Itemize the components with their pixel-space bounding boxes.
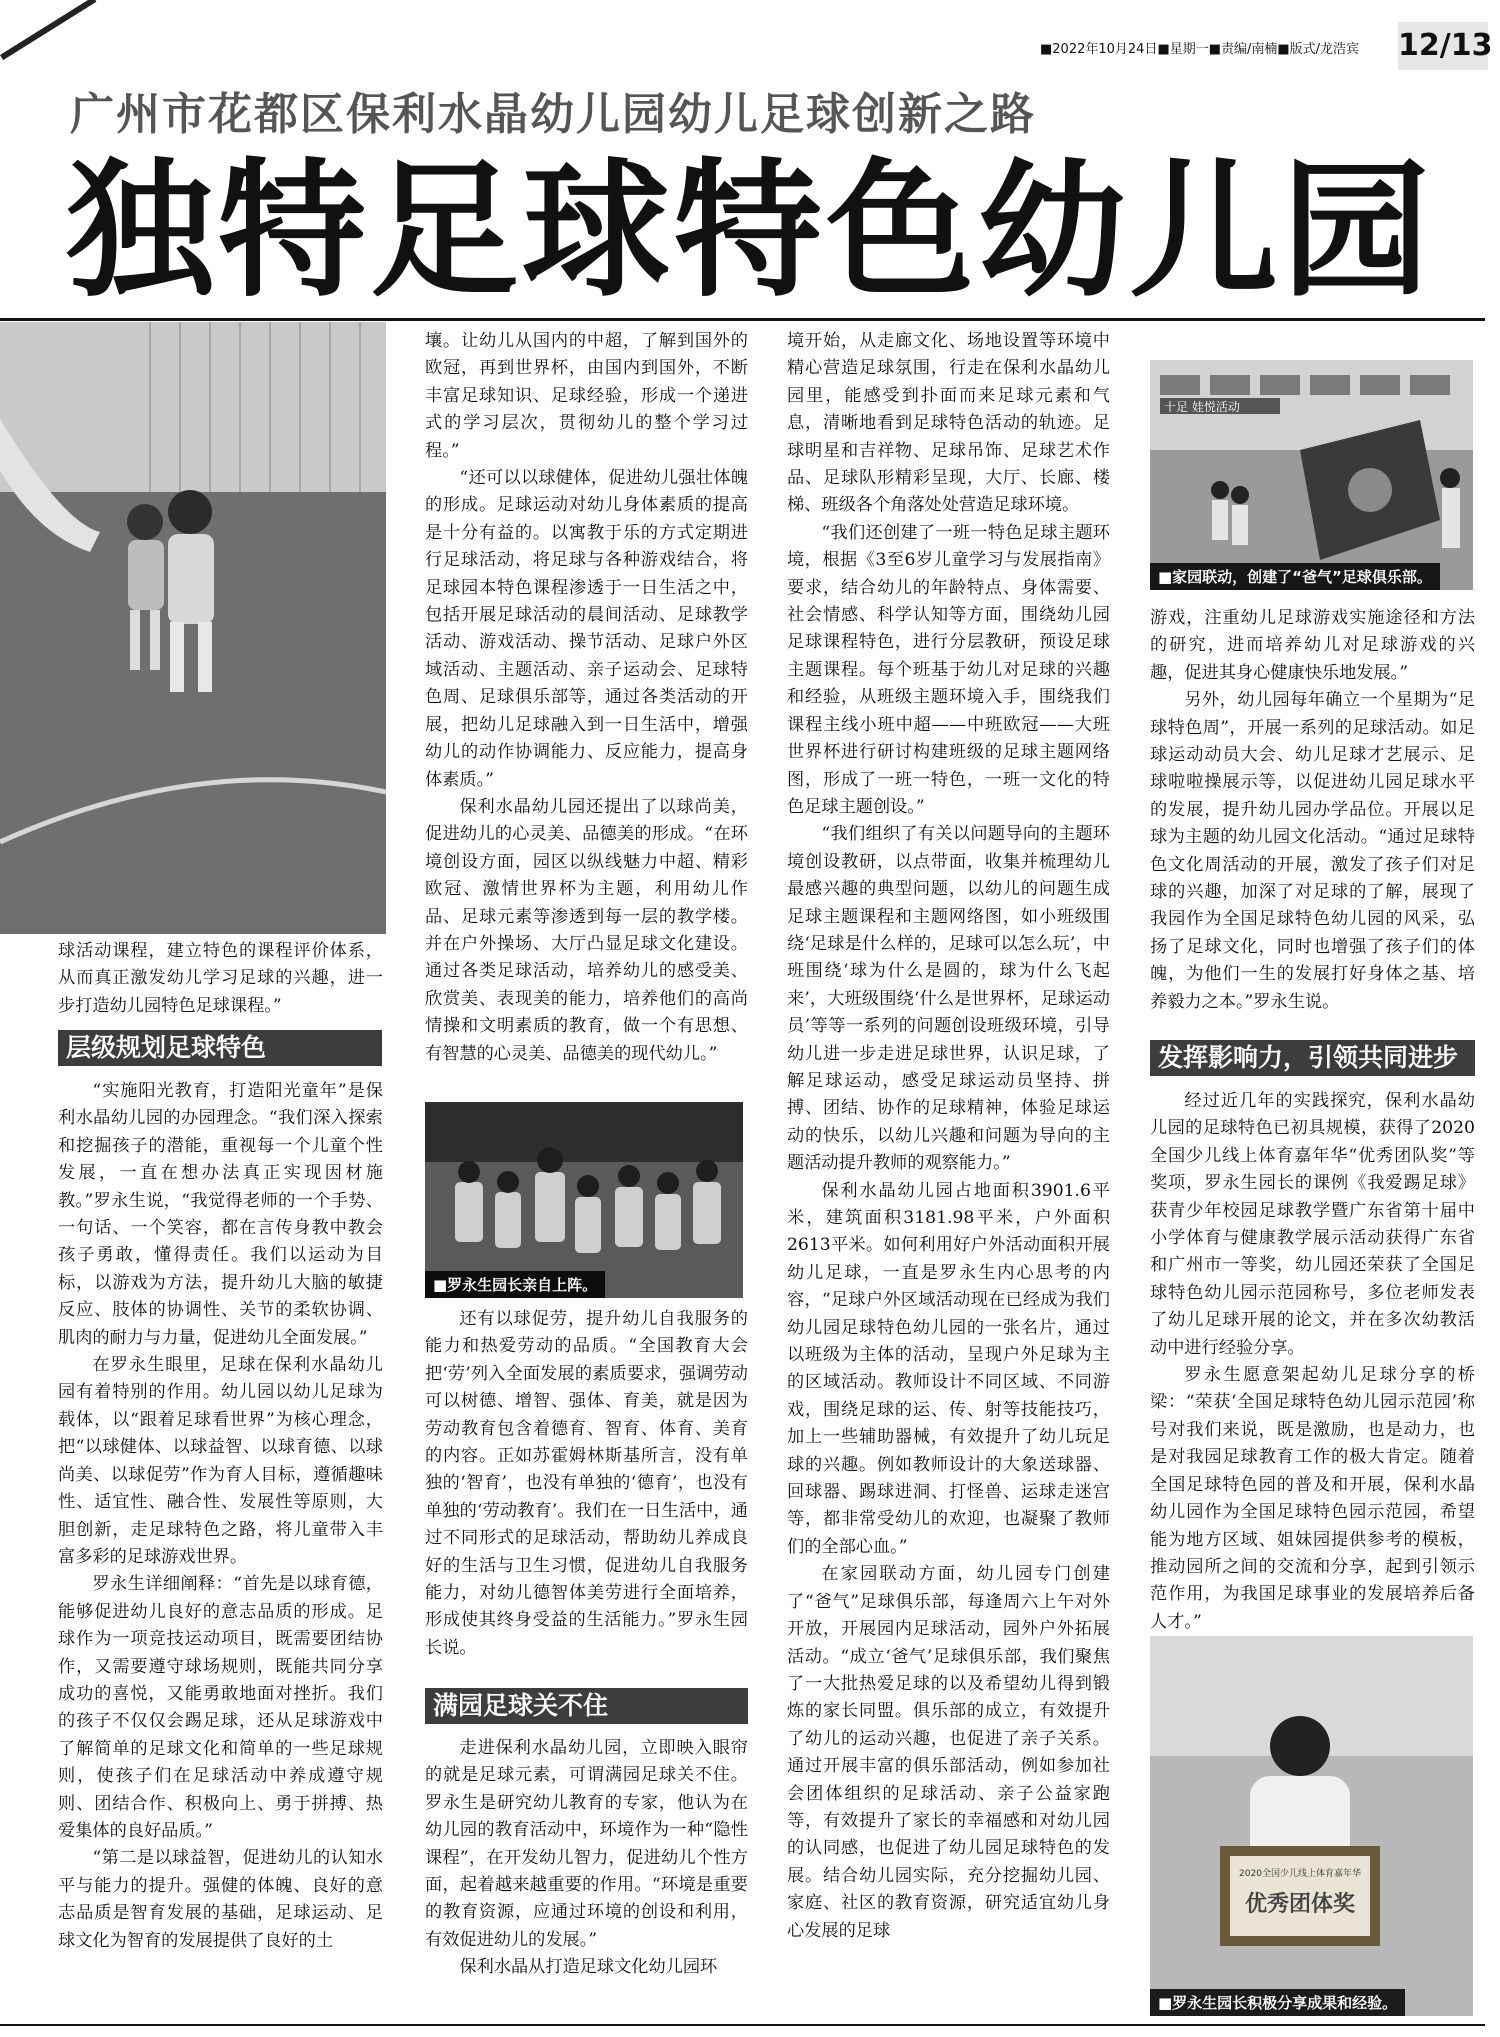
- column-4-body: [1150, 1088, 1475, 1636]
- col1-paragraph-4: “第二是以球益智，促进幼儿的认知水平与能力的提升。强健的体魄、良好的意志品质是智育发展的基础，足球运动、足球文化为智育的发展提供了良好的土: [58, 1848, 383, 1951]
- photo-principal-playing: [425, 1102, 743, 1298]
- col1-paragraph-3: 罗永生详细阐释：“首先是以球育德，能够促进幼儿良好的意志品质的形成。足球作为一项竞技运动项目，既需要团结协作，又需要遵守球场规则，既能共同分享成功的喜悦，又能勇敢地面对挫折。我们的孩子不仅仅会踢足球，还从足球游戏中了解简单的足球文化和简单的一些足球规则，使孩子们在足球活动中养成遵守规则、团结合作、积极向上、勇于拼搏、热爱集体的良好品质。”: [58, 1574, 383, 1841]
- award-board-title: 优秀团体奖: [1244, 1891, 1356, 1917]
- col1-paragraph-2: 在罗永生眼里，足球在保利水晶幼儿园有着特别的作用。幼儿园以幼儿足球为载体，以“跟着足球看世界”为核心理念，把“以球健体、以球益智、以球育德、以球尚美、以球促劳”作为育人目标，遵循趣味性、适宜性、融合性、发展性等原则，大胆创新，走足球特色之路，将儿童带入丰富多彩的足球游戏世界。: [58, 1355, 383, 1567]
- caption-award: ■罗永生园长积极分享成果和经验。: [1150, 1989, 1405, 2016]
- col4-paragraph-1: 游戏，注重幼儿足球游戏实施途径和方法的研究，进而培养幼儿对足球游戏的兴趣，促进其身心健康快乐地发展。”: [1150, 608, 1475, 683]
- section-heading-2: 满园足球关不住: [425, 1688, 748, 1724]
- caption-club-flag: ■家园联动，创建了“爸气”足球俱乐部。: [1150, 563, 1440, 590]
- bottom-rule: [0, 2024, 1485, 2026]
- col4-paragraph-4: 罗永生愿意架起幼儿足球分享的桥梁：“荣获‘全国足球特色幼儿园示范园’称号对我们来说，既是激励，也是动力，也是对我园足球教育工作的极大肯定。随着全国足球特色园的普及和开展，保利水晶幼儿园作为全国足球特色园示范园，希望能为地方区域、姐妹园提供参考的模板，推动园所之间的交流和分享，起到引领示范作用，为我国足球事业的发展培养后备人才。”: [1150, 1365, 1475, 1632]
- col2-paragraph-4: 还有以球促劳，提升幼儿自我服务的能力和热爱劳动的品质。“全国教育大会把‘劳’列入全面发展的素质要求，强调劳动可以树德、增智、强体、育美，就是因为劳动教育包含着德育、智育、体育、美育的内容。正如苏霍姆林斯基所言，没有单独的‘智育’，也没有单独的‘德育’，也没有单独的‘劳动教育’。我们在一日生活中，通过不同形式的足球活动，帮助幼儿养成良好的生活与卫生习惯，促进幼儿自我服务能力，对幼儿德智体美劳进行全面培养，形成使其终身受益的生活能力。”罗永生园长说。: [425, 1309, 748, 1658]
- col2-paragraph-3: 保利水晶幼儿园还提出了以球尚美，促进幼儿的心灵美、品德美的形成。“在环境创设方面，园区以纵线魅力中超、精彩欧冠、激情世界杯为主题，利用幼儿作品、足球元素等渗透到每一层的教学楼。并在户外操场、大厅凸显足球文化建设。通过各类足球活动，培养幼儿的感受美、欣赏美、表现美的能力，培养他们的高尚情操和文明素质的教育，做一个有思想、有智慧的心灵美、品德美的现代幼儿。”: [425, 796, 748, 1064]
- col3-paragraph-2: “我们还创建了一班一特色足球主题环境，根据《3至6岁儿童学习与发展指南》要求，结合幼儿的年龄特点、身体需要、社会情感、科学认知等方面，围绕幼儿园足球课程特色，进行分层教研，预设足球主题课程。每个班基于幼儿对足球的兴趣和经验，从班级主题环境入手，围绕我们课程主线小班中超——中班欧冠——大班世界杯进行研讨构建班级的足球主题网络图，形成了一班一特色，一班一文化的特色足球主题创设。”: [787, 522, 1110, 817]
- column-4: [1150, 605, 1475, 1016]
- col3-paragraph-1: 境开始，从走廊文化、场地设置等环境中精心营造足球氛围，行走在保利水晶幼儿园里，能感受到扑面而来足球元素和气息，清晰地看到足球特色活动的轨迹。足球明星和吉祥物、足球吊饰、足球艺术作品、足球队形精彩呈现，大厅、长廊、楼梯、班级各个角落处处营造足球环境。: [787, 331, 1110, 516]
- column-3: [787, 328, 1110, 1945]
- headline-title: 独特足球特色幼儿园: [66, 143, 1434, 317]
- col4-paragraph-3: 经过近几年的实践探究，保利水晶幼儿园的足球特色已初具规模，获得了2020全国少儿线上体育嘉年华“优秀团队奖”等奖项，罗永生园长的课例《我爱踢足球》获青少年校园足球教学暨广东省第十届中小学体育与健康教学展示活动获得广东省和广州市一等奖，幼儿园还荣获了全国足球特色幼儿园示范园称号，多位老师发表了幼儿足球开展的论文，并在多次幼教活动中进行经验分享。: [1150, 1091, 1475, 1358]
- col1-paragraph-0: 球活动课程，建立特色的课程评价体系，从而真正激发幼儿学习足球的兴趣，进一步打造幼儿园特色足球课程。”: [58, 941, 383, 1016]
- decorative-slash: [0, 0, 96, 60]
- column-1-body: [58, 1078, 383, 1955]
- section-heading-3: 发挥影响力，引领共同进步: [1150, 1040, 1475, 1076]
- banner-text: 十足 娃悦活动: [1164, 400, 1240, 414]
- photo-award: [1150, 1636, 1473, 2016]
- headline-subtitle: 广州市花都区保利水晶幼儿园幼儿足球创新之路: [70, 89, 1036, 140]
- col3-paragraph-3: “我们组织了有关以问题导向的主题环境创设教研，以点带面，收集并梳理幼儿最感兴趣的典型问题，以幼儿的问题生成足球主题课程和主题网络图，如小班级围绕‘足球是什么样的，足球可以怎么玩’，中班围绕‘球为什么是圆的，球为什么飞起来’，大班级围绕‘什么是世界杯，足球运动员’等等一系列的问题创设班级环境，引导幼儿进一步走进足球世界，认识足球，了解足球运动，感受足球运动员坚持、拼搏、团结、协作的足球精神，体验足球运动的快乐，以幼儿兴趣和问题为导向的主题活动提升教师的观察能力。”: [787, 824, 1110, 1174]
- col3-paragraph-5: 在家园联动方面，幼儿园专门创建了“爸气”足球俱乐部，每逢周六上午对外开放，开展园内足球活动，园外户外拓展活动。“成立‘爸气’足球俱乐部，我们聚焦了一大批热爱足球的以及希望幼儿得到锻炼的家长同盟。俱乐部的成立，有效提升了幼儿的运动兴趣，也促进了亲子关系。通过开展丰富的俱乐部活动，例如参加社会团体组织的足球活动、亲子公益家跑等，有效提升了家长的幸福感和对幼儿园的认同感，也促进了幼儿园足球特色的发展。结合幼儿园实际，充分挖掘幼儿园、家庭、社区的教育资源，研究适宜幼儿身心发展的足球: [787, 1564, 1110, 1941]
- award-board-line: 2020全国少儿线上体育嘉年华: [1239, 1869, 1361, 1879]
- top-rule: [0, 318, 1485, 321]
- photo-club-flag: [1150, 360, 1473, 590]
- column-1: [58, 938, 383, 1020]
- caption-principal-playing: ■罗永生园长亲自上阵。: [425, 1271, 605, 1298]
- col4-paragraph-2: 另外，幼儿园每年确立一个星期为“足球特色周”，开展一系列的足球活动。如足球运动动员大会、幼儿足球才艺展示、足球啦啦操展示等，以促进幼儿园足球水平的发展，提升幼儿园办学品位。开展以足球为主题的幼儿园文化活动。“通过足球特色文化周活动的开展，激发了孩子们对足球的兴趣，加深了对足球的了解，展现了我园作为全国足球特色幼儿园的风采，弘扬了足球文化，同时也增强了孩子们的体魄，为他们一生的发展打好身体之基、培养毅力之本。”罗永生说。: [1150, 690, 1475, 1012]
- page-number: 12/13: [1398, 22, 1488, 70]
- col1-paragraph-1: “实施阳光教育，打造阳光童年”是保利水晶幼儿园的办园理念。“我们深入探索和挖掘孩子的潜能，重视每一个儿童个性发展，一直在想办法真正实现因材施教。”罗永生说，“我觉得老师的一个手势、一句话、一个笑容，都在言传身教中教会孩子勇敢，懂得责任。我们以运动为目标，以游戏为方法，提升幼儿大脑的敏捷反应、肢体的协调性、关节的柔软协调、肌肉的耐力与力量，促进幼儿全面发展。”: [58, 1081, 383, 1348]
- issue-meta: ■2022年10月24日■星期一■责编/南楠■版式/龙浩宾: [1040, 42, 1360, 57]
- section-heading-1: 层级规划足球特色: [58, 1030, 382, 1066]
- col2-paragraph-2: “还可以以球健体，促进幼儿强壮体魄的形成。足球运动对幼儿身体素质的提高是十分有益的。以寓教于乐的方式定期进行足球活动，将足球与各种游戏结合，将足球园本特色课程渗透于一日生活之中，包括开展足球活动的晨间活动、足球教学活动、游戏活动、操节活动、足球户外区域活动、主题活动、亲子运动会、足球特色周、足球俱乐部等，通过各类活动的开展，把幼儿足球融入到一日生活中，增强幼儿的动作协调能力、反应能力，提高身体素质。”: [425, 468, 748, 790]
- column-2-lower: [425, 1306, 748, 1662]
- column-2: [425, 328, 748, 1068]
- col2-paragraph-1: 壤。让幼儿从国内的中超，了解到国外的欧冠，再到世界杯，由国内到国外，不断丰富足球知识、足球经验，形成一个递进式的学习层次，贯彻幼儿的整个学习过程。”: [425, 331, 748, 461]
- col3-paragraph-4: 保利水晶幼儿园占地面积3901.6平米，建筑面积3181.98平米，户外面积2613平米。如何利用好户外活动面积开展幼儿足球，一直是罗永生内心思考的内容，“足球户外区域活动现在已经成为我们幼儿园足球特色幼儿园的一张名片，通过以班级为主体的活动，呈现户外足球为主的区域活动。教师设计不同区域、不同游戏，围绕足球的运、传、射等技能技巧，加上一些辅助器械，有效提升了幼儿玩足球的兴趣。例如教师设计的大象送球器、回球器、踢球进洞、打怪兽、运球走迷宫等，都非常受幼儿的欢迎，也凝聚了教师们的全部心血。”: [787, 1180, 1110, 1557]
- col2-paragraph-5: 走进保利水晶幼儿园，立即映入眼帘的就是足球元素，可谓满园足球关不住。罗永生是研究幼儿教育的专家，他认为在幼儿园的教育活动中，环境作为一种“隐性课程”，在开发幼儿智力，促进幼儿个性方面，起着越来越重要的作用。“环境是重要的教育资源，应通过环境的创设和利用，有效促进幼儿的发展。”: [425, 1738, 748, 1950]
- col2-paragraph-6: 保利水晶从打造足球文化幼儿园环: [459, 1957, 718, 1978]
- column-2-end: [425, 1735, 748, 1982]
- photo-kids-field: [0, 322, 386, 934]
